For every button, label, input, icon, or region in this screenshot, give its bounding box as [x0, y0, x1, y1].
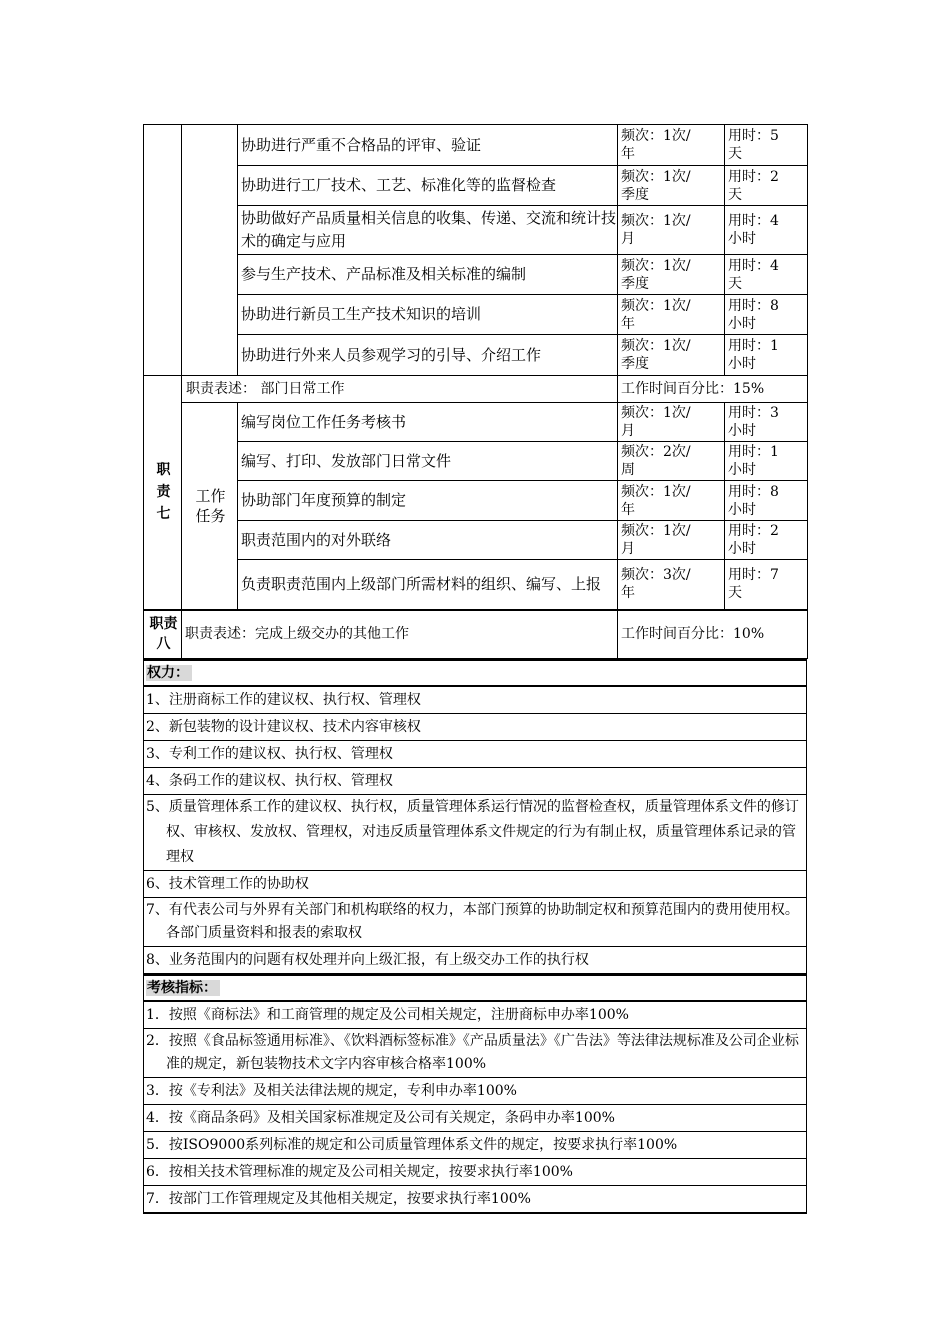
powers-table	[143, 659, 807, 974]
frequency-cell: 频次：1次/ 月	[618, 206, 725, 255]
task-row	[144, 521, 808, 560]
duty-description-row	[144, 610, 808, 659]
kpi-item: 3．按《专利法》及相关法律法规的规定，专利申办率100%	[144, 1078, 807, 1105]
duty-label: 职责八	[144, 610, 182, 659]
frequency-cell: 频次：1次/ 季度	[618, 166, 725, 206]
kpi-item: 5．按ISO9000系列标准的规定和公司质量管理体系文件的规定，按要求执行率100%	[144, 1132, 807, 1159]
power-item: 6、技术管理工作的协助权	[144, 870, 807, 897]
task-text: 编写、打印、发放部门日常文件	[238, 442, 618, 481]
task-text: 协助进行严重不合格品的评审、验证	[238, 125, 618, 166]
work-time-percent: 工作时间百分比：15%	[618, 376, 808, 403]
frequency-cell: 频次：3次/ 年	[618, 560, 725, 610]
frequency-cell: 频次：1次/ 季度	[618, 335, 725, 376]
task-row	[144, 295, 808, 335]
time-cell: 用时：8 小时	[725, 481, 808, 521]
task-text: 参与生产技术、产品标准及相关标准的编制	[238, 255, 618, 295]
job-description-document	[143, 124, 807, 1214]
time-cell: 用时：2 小时	[725, 521, 808, 560]
work-time-percent: 工作时间百分比：10%	[618, 610, 808, 659]
task-text: 协助进行工厂技术、工艺、标准化等的监督检查	[238, 166, 618, 206]
frequency-cell: 频次：1次/ 年	[618, 295, 725, 335]
power-item: 7、有代表公司与外界有关部门和机构联络的权力，本部门预算的协助制定权和预算范围内的费用使用权。各部门质量资料和报表的索取权	[144, 897, 807, 946]
time-cell: 用时：2 天	[725, 166, 808, 206]
task-text: 协助做好产品质量相关信息的收集、传递、交流和统计技术的确定与应用	[238, 206, 618, 255]
time-cell: 用时：1 小时	[725, 335, 808, 376]
kpi-item: 6．按相关技术管理标准的规定及公司相关规定，按要求执行率100%	[144, 1159, 807, 1186]
kpi-item: 7．按部门工作管理规定及其他相关规定，按要求执行率100%	[144, 1186, 807, 1213]
duty-description: 职责表述：完成上级交办的其他工作	[182, 610, 618, 659]
task-row	[144, 560, 808, 610]
frequency-cell: 频次：1次/ 年	[618, 481, 725, 521]
task-text: 协助部门年度预算的制定	[238, 481, 618, 521]
power-item: 1、注册商标工作的建议权、执行权、管理权	[144, 686, 807, 713]
kpi-item: 2．按照《食品标签通用标准》、《饮料酒标签标准》《产品质量法》《广告法》等法律法规标准及公司企业标准的规定，新包装物技术文字内容审核合格率100%	[144, 1029, 807, 1078]
frequency-cell: 频次：1次/ 年	[618, 125, 725, 166]
duty-label: 职责七	[144, 376, 182, 610]
task-text: 负责职责范围内上级部门所需材料的组织、编写、上报	[238, 560, 618, 610]
task-text: 协助进行新员工生产技术知识的培训	[238, 295, 618, 335]
task-text: 编写岗位工作任务考核书	[238, 403, 618, 442]
task-text: 职责范围内的对外联络	[238, 521, 618, 560]
kpi-item: 1．按照《商标法》和工商管理的规定及公司相关规定，注册商标申办率100%	[144, 1001, 807, 1029]
task-row	[144, 335, 808, 376]
power-item: 2、新包装物的设计建议权、技术内容审核权	[144, 713, 807, 740]
task-label: 工作任务	[182, 403, 238, 610]
time-cell: 用时：7 天	[725, 560, 808, 610]
task-row	[144, 255, 808, 295]
task-row	[144, 206, 808, 255]
kpi-table	[143, 974, 807, 1214]
duty-description-row	[144, 376, 808, 403]
duties-table	[143, 124, 808, 659]
power-item: 8、业务范围内的问题有权处理并向上级汇报，有上级交办工作的执行权	[144, 946, 807, 973]
frequency-cell: 频次：1次/ 月	[618, 521, 725, 560]
task-row	[144, 403, 808, 442]
time-cell: 用时：4 天	[725, 255, 808, 295]
task-text: 协助进行外来人员参观学习的引导、介绍工作	[238, 335, 618, 376]
kpi-heading: 考核指标：	[144, 975, 807, 1001]
duty-label-cont	[144, 125, 182, 376]
power-item: 3、专利工作的建议权、执行权、管理权	[144, 740, 807, 767]
task-row	[144, 481, 808, 521]
power-item: 5、质量管理体系工作的建议权、执行权，质量管理体系运行情况的监督检查权，质量管理体系文件的修订权、审核权、发放权、管理权，对违反质量管理体系文件规定的行为有制止权，质量管理体系记录的管理权	[144, 794, 807, 870]
frequency-cell: 频次：1次/ 季度	[618, 255, 725, 295]
power-item: 4、条码工作的建议权、执行权、管理权	[144, 767, 807, 794]
time-cell: 用时：1 小时	[725, 442, 808, 481]
time-cell: 用时：8 小时	[725, 295, 808, 335]
powers-heading: 权力：	[144, 660, 807, 686]
frequency-cell: 频次：2次/ 周	[618, 442, 725, 481]
time-cell: 用时：3 小时	[725, 403, 808, 442]
time-cell: 用时：4 小时	[725, 206, 808, 255]
frequency-cell: 频次：1次/ 月	[618, 403, 725, 442]
kpi-item: 4．按《商品条码》及相关国家标准规定及公司有关规定，条码申办率100%	[144, 1105, 807, 1132]
task-row	[144, 166, 808, 206]
time-cell: 用时：5 天	[725, 125, 808, 166]
task-label-cont	[182, 125, 238, 376]
task-row	[144, 442, 808, 481]
task-row	[144, 125, 808, 166]
duty-description: 职责表述： 部门日常工作	[182, 376, 618, 403]
